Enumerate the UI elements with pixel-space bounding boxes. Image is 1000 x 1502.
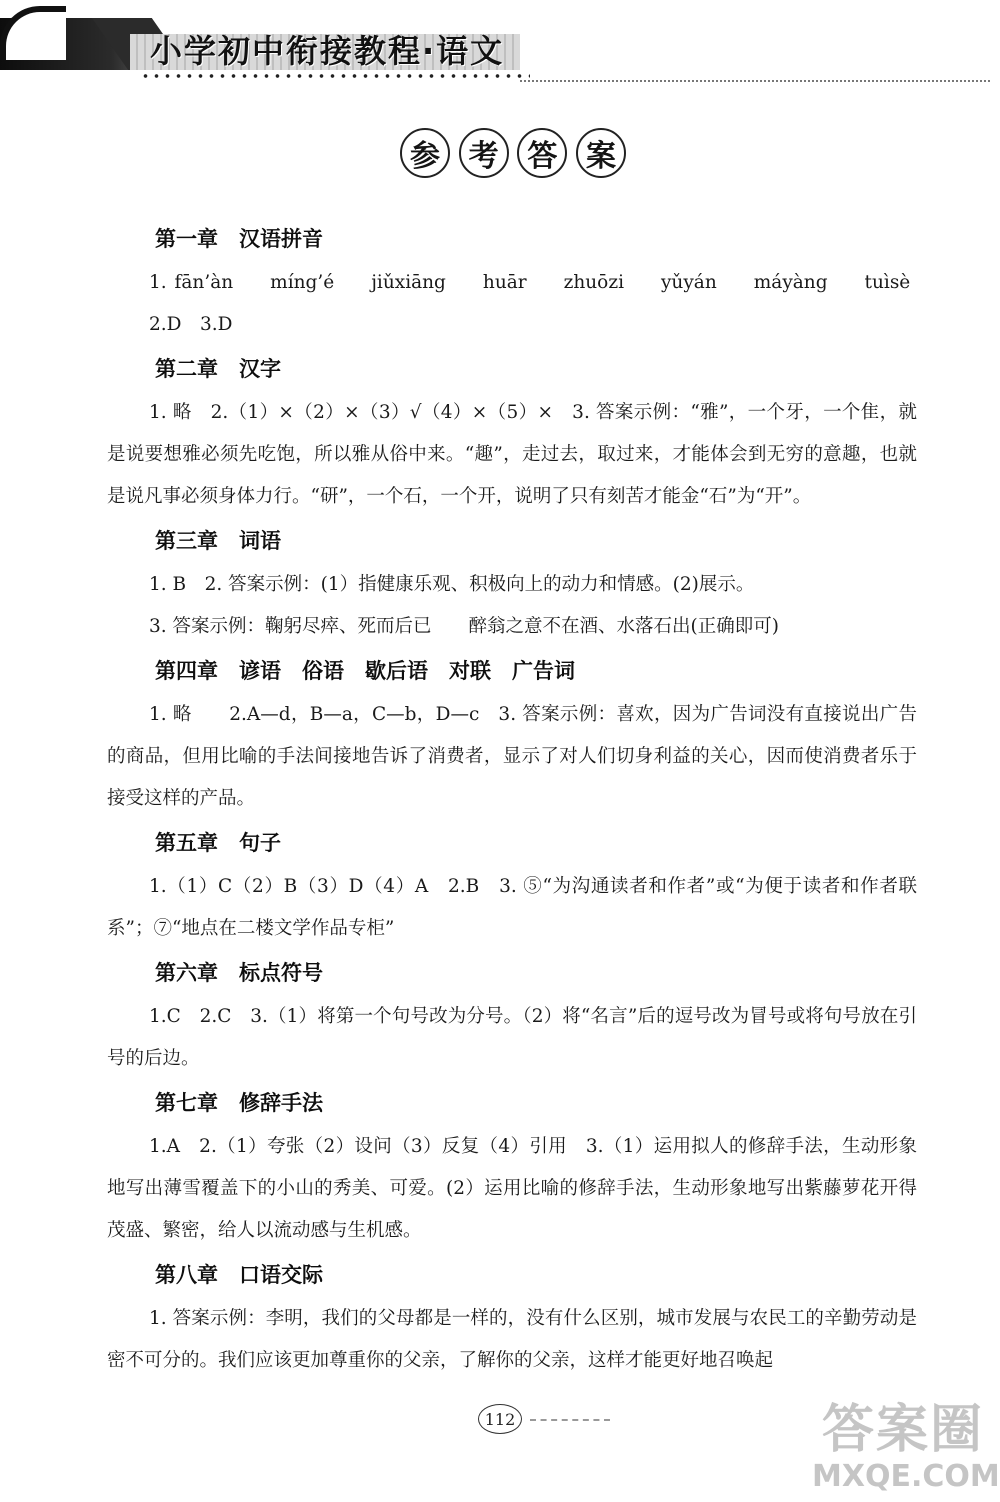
watermark-logo: 答案圈 (821, 1400, 984, 1460)
page-title-char: 案 (576, 128, 626, 178)
page-number: 112 (478, 1404, 522, 1434)
book-title: 小学初中衔接教程·语文 (150, 32, 505, 70)
chapter-heading: 第七章 修辞手法 (155, 1091, 323, 1115)
answer-content (107, 216, 917, 1382)
answer-paragraph: 2.D 3.D (149, 314, 233, 335)
page-header (0, 0, 1000, 90)
chapter-heading: 第五章 句子 (155, 831, 281, 855)
site-watermark (812, 1398, 1000, 1498)
chapter-8 (107, 1252, 917, 1382)
chapter-3 (107, 518, 917, 648)
answer-paragraph: 1. 略 2.A—d，B—a，C—b，D—c 3. 答案示例：喜欢，因为广告词没有直接说出广告的商品，但用比喻的手法间接地告诉了消费者，显示了对人们切身利益的关心，因而使消费者乐于接受这样的产品。 (107, 704, 917, 809)
chapter-4 (107, 648, 917, 820)
answer-paragraph: 3. 答案示例：鞠躬尽瘁、死而后已 醉翁之意不在酒、水落石出(正确即可) (149, 616, 779, 637)
chapter-heading: 第三章 词语 (155, 529, 281, 553)
chapter-heading: 第四章 谚语 俗语 歇后语 对联 广告词 (155, 659, 575, 683)
answer-paragraph: 1.（1）C（2）B（3）D（4）A 2.B 3. ⑤“为沟通读者和作者”或“为便于读者和作者联系”；⑦“地点在二楼文学作品专柜” (107, 876, 917, 939)
chapter-heading: 第一章 汉语拼音 (155, 227, 323, 251)
page-title-char: 考 (459, 128, 509, 178)
chapter-1 (107, 216, 917, 346)
watermark-url: MXQE.COM (812, 1459, 1000, 1494)
chapter-2 (107, 346, 917, 518)
chapter-5 (107, 820, 917, 950)
chapter-heading: 第二章 汉字 (155, 357, 281, 381)
page-title-char: 参 (400, 128, 450, 178)
answer-paragraph: 1. 答案示例：李明，我们的父母都是一样的，没有什么区别，城市发展与农民工的辛勤劳动是密不可分的。我们应该更加尊重你的父亲，了解你的父亲，这样才能更好地召唤起 (107, 1308, 917, 1371)
chapter-heading: 第八章 口语交际 (155, 1263, 323, 1287)
answer-paragraph: 1. 略 2.（1）×（2）×（3）√（4）×（5）× 3. 答案示例：“雅”，一个牙，一个隹，就是说要想雅必须先吃饱，所以雅从俗中来。“趣”，走过去，取过来，才能体会到无穷的意趣，也就是说凡事必须身体力行。“研”，一个石，一个开，说明了只有刻苦才能金“石”为“开”。 (107, 402, 917, 507)
chapter-6 (107, 950, 917, 1080)
header-dotted-rule (520, 80, 990, 82)
header-dot-row (140, 72, 530, 80)
answer-paragraph: 1.C 2.C 3.（1）将第一个句号改为分号。（2）将“名言”后的逗号改为冒号或将句号放在引号的后边。 (107, 1006, 917, 1069)
chapter-heading: 第六章 标点符号 (155, 961, 323, 985)
answer-paragraph: 1.A 2.（1）夸张（2）设问（3）反复（4）引用 3.（1）运用拟人的修辞手法，生动形象地写出薄雪覆盖下的小山的秀美、可爱。(2）运用比喻的修辞手法，生动形象地写出紫藤萝花开得茂盛、繁密，给人以流动感与生机感。 (107, 1136, 917, 1241)
answer-paragraph: 1. fān’àn míng’é jiǔxiāng huār zhuōzi yǔyán máyàng tuìsè (149, 272, 911, 293)
chapter-7 (107, 1080, 917, 1252)
page-title (400, 128, 626, 180)
answer-paragraph: 1. B 2. 答案示例：(1）指健康乐观、积极向上的动力和情感。(2)展示。 (149, 574, 755, 595)
page-title-char: 答 (517, 128, 567, 178)
footer-dash-ornament (530, 1419, 610, 1421)
header-curve-ornament (0, 6, 66, 60)
